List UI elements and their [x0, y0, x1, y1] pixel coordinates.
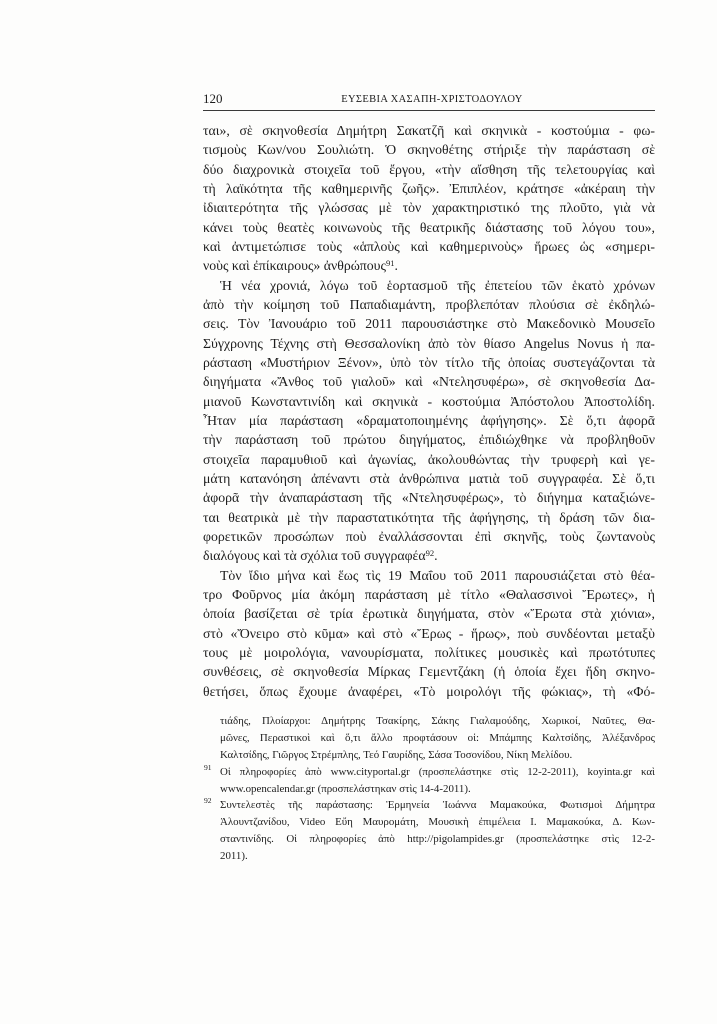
footnote [203, 764, 655, 798]
header-rule [203, 110, 655, 111]
text-line: ἀπὸ τὴν κοίμηση τοῦ Παπαδιαμάντη, προβλεπόταν πλούσια σὲ ἐκδηλώ- [203, 296, 655, 312]
paragraph [203, 121, 655, 276]
paragraph [203, 276, 655, 566]
text-line: κάνει τοὺς θεατὲς κοινωνοὺς τῆς θεατρικῆς διάστασης τοῦ λόγου του», [203, 219, 655, 235]
text-line: Τὸν ἴδιο μήνα καὶ ἕως τὶς 19 Μαΐου τοῦ 2011 παρουσιάζεται στὸ θέα- [220, 567, 655, 583]
text-line: διηγήματα «Ἄνθος τοῦ γιαλοῦ» καὶ «Ντελησυφέρω», σὲ σκηνοθεσία Δα- [203, 374, 655, 390]
footnote [203, 713, 655, 764]
text-line: δύο διαχρονικὰ στοιχεῖα τοῦ ἔργου, «τὴν αἴσθηση τῆς τελετουργίας καὶ [203, 161, 655, 177]
page-number: 120 [203, 91, 223, 106]
main-text [203, 121, 655, 701]
footnote-line: Συντελεστὲς τῆς παράστασης: Ἑρμηνεία Ἰωάννα Μαμακούκα, Φωτισμοὶ Δήμητρα [220, 799, 655, 812]
text-line: Ἡ νέα χρονιά, λόγω τοῦ ἑορτασμοῦ τῆς ἐπετείου τῶν ἑκατὸ χρόνων [220, 277, 655, 293]
footnote-line: www.opencalendar.gr (προσπελάστηκαν στὶς 14-4-2011). [220, 782, 471, 795]
text-line: ται», σὲ σκηνοθεσία Δημήτρη Σακατζῆ καὶ σκηνικὰ - κοστούμια - φω- [203, 123, 655, 138]
footnote-number: 92 [204, 796, 212, 806]
text-line: ἰδιαιτερότητα τῆς γλώσσας μὲ τὸν χαρακτηριστικό της πλοῦτο, γιὰ νὰ [203, 200, 655, 216]
text-line: στὸ «Ὄνειρο στὸ κῦμα» καὶ στὸ «Ἔρως - ἥρως», ποὺ συνδέονται μεταξὺ [203, 625, 655, 641]
footnote-line: Ἀλουντζανίδου, Video Εὔη Μαυρομάτη, Μουσικὴ ἐπιμέλεια Ι. Μαμακούκα, Δ. Κων- [220, 816, 655, 829]
line-text: νοὺς καὶ ἐπίκαιρους» ἀνθρώπους [203, 258, 386, 274]
line-text: . [434, 548, 438, 564]
footnote-line: Καλτσίδης, Γιῶργος Στρέμπλης, Τεό Γαυρίδης, Σάσα Τοσονίδου, Νίκη Μελίδου. [220, 748, 573, 761]
text-line: τους μὲ μοιρολόγια, νανουρίσματα, πολίτικες μουσικὲς καὶ πρωτότυπες [203, 644, 655, 660]
text-line: τισμοὺς Κων/νου Σουλιώτη. Ὁ σκηνοθέτης στήριξε τὴν παράσταση σὲ [203, 142, 655, 158]
text-line: ται θεατρικὰ μὲ τὴν παραστατικότητα τῆς ἀφήγησης, τὴ δράση τῶν δια- [203, 509, 655, 525]
text-line: ἀφορᾶ τὴν ἀναπαράσταση τῆς «Ντελησυφέρως», τὸ διήγημα καταξιώνε- [203, 490, 655, 506]
text-line: Ἦταν μία παράσταση «δραματοποιημένης ἀφήγησης». Σὲ ὅ,τι ἀφορᾶ [203, 412, 655, 428]
line-text: . [394, 258, 398, 274]
text-line: στοιχεῖα παραμυθιοῦ καὶ ἀγωνίας, ἀκολουθώντας τὴν τρυφερὴ καὶ γε- [203, 451, 655, 467]
text-line: ὁποία βασίζεται σὲ τρία ἐρωτικὰ διηγήματα, στὸν «Ἔρωτα στὰ χιόνια», [203, 606, 655, 622]
line-text: διαλόγους καὶ τὰ σχόλια τοῦ συγγραφέα [203, 548, 426, 564]
footnote-number: 91 [204, 762, 212, 772]
text-line: μάτη κατανόηση ἀπέναντι στὰ ἀνθρώπινα ματιὰ τοῦ συγγραφέα. Σὲ ὅ,τι [203, 470, 655, 486]
text-line: συνθέσεις, σὲ σκηνοθεσία Μίρκας Γεμεντζάκη (ἡ ὁποία ἔχει ἤδη σκηνο- [203, 664, 655, 680]
text-line: φορετικῶν προσώπων ποὺ ἐναλλάσσονται ἐπὶ σκηνῆς, τοὺς ζωντανοὺς [203, 528, 655, 544]
footnote-line: Οἱ πληροφορίες ἀπὸ www.cityportal.gr (προσπελάστηκε στὶς 12-2-2011), koyinta.gr καὶ [220, 765, 655, 778]
footnote-line: 2011). [220, 850, 248, 863]
text-line: θετήσει, ὅπως ἔχουμε ἀναφέρει, «Τὸ μοιρολόγι τῆς φώκιας», τὴ «Φό- [203, 683, 655, 699]
text-line [203, 256, 655, 275]
text-line: τὴν παράσταση τοῦ πρώτου διηγήματος, ἐπιδιώχθηκε νὰ προβληθοῦν [203, 432, 655, 448]
text-line: σεις. Τὸν Ἰανουάριο τοῦ 2011 παρουσιάστηκε στὸ Μακεδονικὸ Μουσεῖο [203, 316, 655, 332]
footnotes [203, 713, 655, 865]
footnote-ref[interactable]: 92 [425, 547, 435, 558]
text-line: τὴ λαϊκότητα τῆς καθημερινῆς ζωῆς». Ἐπιπλέον, κράτησε «ἀκέραιη τὴν [203, 180, 655, 196]
running-title: ΕΥΣΕΒΙΑ ΧΑΣΑΠΗ-ΧΡΙΣΤΟΔΟΥΛΟΥ [341, 94, 523, 105]
footnote-line: τιάδης, Πλοίαρχοι: Δημήτρης Τσακίρης, Σάκης Γιαλαμούδης, Χωρικοί, Ναῦτες, Θα- [220, 715, 655, 727]
text-line [203, 546, 655, 565]
footnote [203, 797, 655, 865]
text-line: καὶ ἀντιμετώπισε τοὺς «ἁπλοὺς καὶ καθημερινοὺς» ἥρωες ὡς «σημερι- [203, 238, 655, 254]
paragraph [203, 566, 655, 701]
text-line: ράσταση «Μυστήριον Ξένον», ὑπὸ τὸν τίτλο τῆς ὁποίας συστεγάζονται τὰ [203, 354, 655, 370]
text-line: τρο Φοῦρνος μία ἀκόμη παράσταση μὲ τίτλο «Θαλασσινοὶ Ἔρωτες», ἡ [203, 586, 655, 602]
footnote-line: σταντινίδης. Οἱ πληροφορίες ἀπὸ http://pigolampides.gr (προσπελάστηκε στὶς 12-2- [220, 833, 655, 846]
footnote-ref[interactable]: 91 [385, 257, 395, 268]
text-line: Σύγχρονης Τέχνης στὴ Θεσσαλονίκη ἀπὸ τὸν θίασο Angelus Novus ἡ πα- [203, 335, 655, 351]
text-line: μιανοῦ Κωνσταντινίδη καὶ σκηνικὰ - κοστούμια Ἀπόστολου Ἀποστολίδη. [203, 393, 655, 409]
footnote-line: μῶνες, Περαστικοὶ καὶ ὅ,τι ἄλλο προφτάσουν οἱ: Μπάμπης Καλτσίδης, Ἀλέξανδρος [220, 731, 655, 744]
